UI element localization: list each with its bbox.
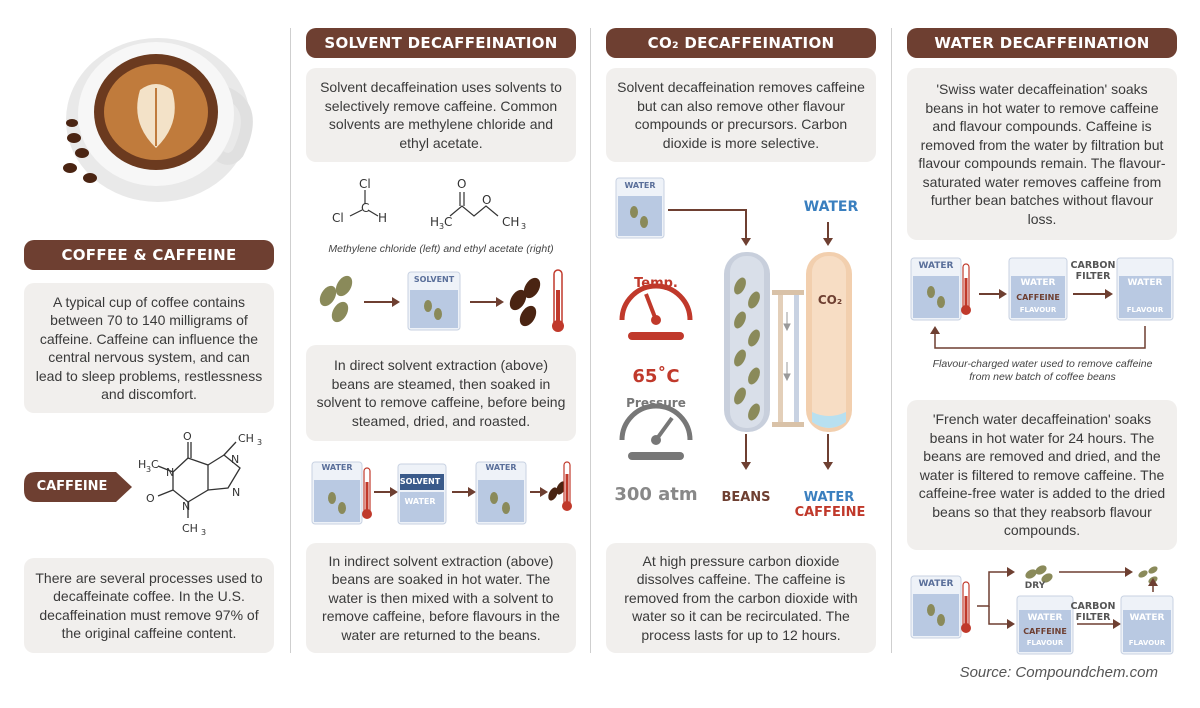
solvent-molecules xyxy=(310,172,575,240)
svg-text:3: 3 xyxy=(146,465,152,474)
svg-text:N: N xyxy=(166,466,175,479)
source-credit: Source: Compoundchem.com xyxy=(959,664,1158,681)
svg-text:O: O xyxy=(183,430,192,443)
french-beaker6-water: WATER xyxy=(1129,613,1165,623)
co2-gas-label: CO₂ xyxy=(817,293,843,307)
svg-text:Cl: Cl xyxy=(332,211,344,225)
svg-text:O: O xyxy=(482,193,492,207)
temp-label: Temp. xyxy=(634,276,678,291)
svg-text:N: N xyxy=(231,453,240,466)
svg-text:Cl: Cl xyxy=(359,177,371,191)
co2-beaker-water-label: WATER xyxy=(624,181,656,190)
water-header: WATER DECAFFEINATION xyxy=(907,28,1177,58)
solvent-molecule-caption: Methylene chloride (left) and ethyl acetate (right) xyxy=(328,243,554,255)
caffeine-label-tag xyxy=(24,472,134,502)
dry-label: DRY xyxy=(1024,581,1046,591)
direct-extraction-text: In direct solvent extraction (above) beans are steamed, then soaked in solvent to remove caffeine, before being steamed, dried, and roasted. xyxy=(306,345,576,441)
french-beaker5-caffeine: CAFFEINE xyxy=(1023,627,1067,636)
divider-1 xyxy=(290,28,291,653)
svg-text:N: N xyxy=(232,486,241,499)
direct-beaker-solvent-label: SOLVENT xyxy=(413,275,455,284)
co2-description-text: At high pressure carbon dioxide dissolves caffeine. The caffeine is removed from the carbon dioxide with water so it can be recirculated. The process lasts for up to 12 hours. xyxy=(606,543,876,653)
caffeine-output-label: CAFFEINE xyxy=(794,505,866,520)
co2-header: CO₂ DECAFFEINATION xyxy=(606,28,876,58)
indirect-beaker-water-label: WATER xyxy=(321,463,353,472)
swiss-beaker3-water: WATER xyxy=(1127,278,1163,288)
french-water-text: 'French water decaffeination' soaks beans in hot water for 24 hours. The beans are removed and dried, and the water is filtered to remove caffeine. The caffeine-free water is added to the dried beans so that they reabsorb flavour compounds. xyxy=(907,400,1177,550)
caffeine-molecule xyxy=(128,430,278,545)
svg-text:CH: CH xyxy=(502,215,520,229)
co2-intro-text: Solvent decaffeination removes caffeine but can also remove other flavour compounds or precursors. Carbon dioxide is more selective. xyxy=(606,68,876,162)
mix-solvent-label: SOLVENT xyxy=(399,477,441,486)
svg-text:3: 3 xyxy=(521,222,527,231)
co2-process-diagram xyxy=(606,172,876,532)
coffee-intro-text: A typical cup of coffee contains between 70 to 140 milligrams of caffeine. Caffeine can influence the central nervous system, and can lead to sleep problems, restlessness and discomfort. xyxy=(24,283,274,413)
temp-value: 65˚C xyxy=(632,366,680,387)
svg-text:CH: CH xyxy=(182,522,198,535)
divider-3 xyxy=(891,28,892,653)
indirect-beaker-water-label-2: WATER xyxy=(485,463,517,472)
beans-output-label: BEANS xyxy=(721,490,771,505)
french-beaker5-flavour: FLAVOUR xyxy=(1026,639,1064,647)
swiss-beaker3-flavour: FLAVOUR xyxy=(1126,306,1164,314)
water-output-label: WATER xyxy=(803,490,855,505)
svg-text:N: N xyxy=(182,500,191,513)
coffee-cup-illustration xyxy=(60,28,260,208)
swiss-beaker2-water: WATER xyxy=(1020,278,1056,288)
svg-text:H: H xyxy=(378,211,388,225)
french-beaker4-label: WATER xyxy=(918,579,954,589)
swiss-beaker1-label: WATER xyxy=(918,261,954,271)
svg-text:O: O xyxy=(457,177,467,191)
solvent-intro-text: Solvent decaffeination uses solvents to selectively remove caffeine. Common solvents are methylene chloride and ethyl acetate. xyxy=(306,68,576,162)
french-beaker6-flavour: FLAVOUR xyxy=(1128,639,1166,647)
pressure-value: 300 atm xyxy=(614,484,698,505)
svg-text:H: H xyxy=(430,215,440,229)
coffee-header: COFFEE & CAFFEINE xyxy=(24,240,274,270)
french-carbon-filter-label: CARBON FILTER xyxy=(1070,601,1116,623)
svg-text:3: 3 xyxy=(439,222,445,231)
swiss-beaker2-flavour: FLAVOUR xyxy=(1019,306,1057,314)
pressure-label: Pressure xyxy=(626,396,686,410)
french-beaker5-water: WATER xyxy=(1027,613,1063,623)
indirect-extraction-text: In indirect solvent extraction (above) beans are soaked in hot water. The water is then mixed with a solvent to remove caffeine, before flavours in the water are returned to the beans. xyxy=(306,543,576,653)
mix-water-label: WATER xyxy=(404,497,436,506)
svg-text:CH: CH xyxy=(238,432,254,445)
svg-text:H: H xyxy=(138,458,147,471)
svg-text:3: 3 xyxy=(201,528,207,537)
solvent-header: SOLVENT DECAFFEINATION xyxy=(306,28,576,58)
svg-text:O: O xyxy=(146,492,155,505)
coffee-processes-text: There are several processes used to decaffeinate coffee. In the U.S. decaffeination must remove 97% of the original caffeine content. xyxy=(24,558,274,653)
swiss-beaker2-caffeine: CAFFEINE xyxy=(1016,293,1060,302)
caffeine-label: CAFFEINE xyxy=(36,479,108,494)
svg-text:C: C xyxy=(361,201,370,215)
swiss-water-caption: Flavour-charged water used to remove caffeine from new batch of coffee beans xyxy=(932,358,1153,383)
divider-2 xyxy=(590,28,591,653)
svg-text:C: C xyxy=(444,215,453,229)
svg-text:3: 3 xyxy=(257,438,263,447)
swiss-carbon-filter-label: CARBON FILTER xyxy=(1070,260,1116,282)
svg-text:C: C xyxy=(151,458,159,471)
co2-water-in-label: WATER xyxy=(803,199,859,215)
swiss-water-text: 'Swiss water decaffeination' soaks beans in hot water to remove caffeine and flavour compounds. Caffeine is removed from the water by filtration but flavour compounds remain. The flavour-saturated water removes caffeine from further bean batches without flavour loss. xyxy=(907,68,1177,240)
